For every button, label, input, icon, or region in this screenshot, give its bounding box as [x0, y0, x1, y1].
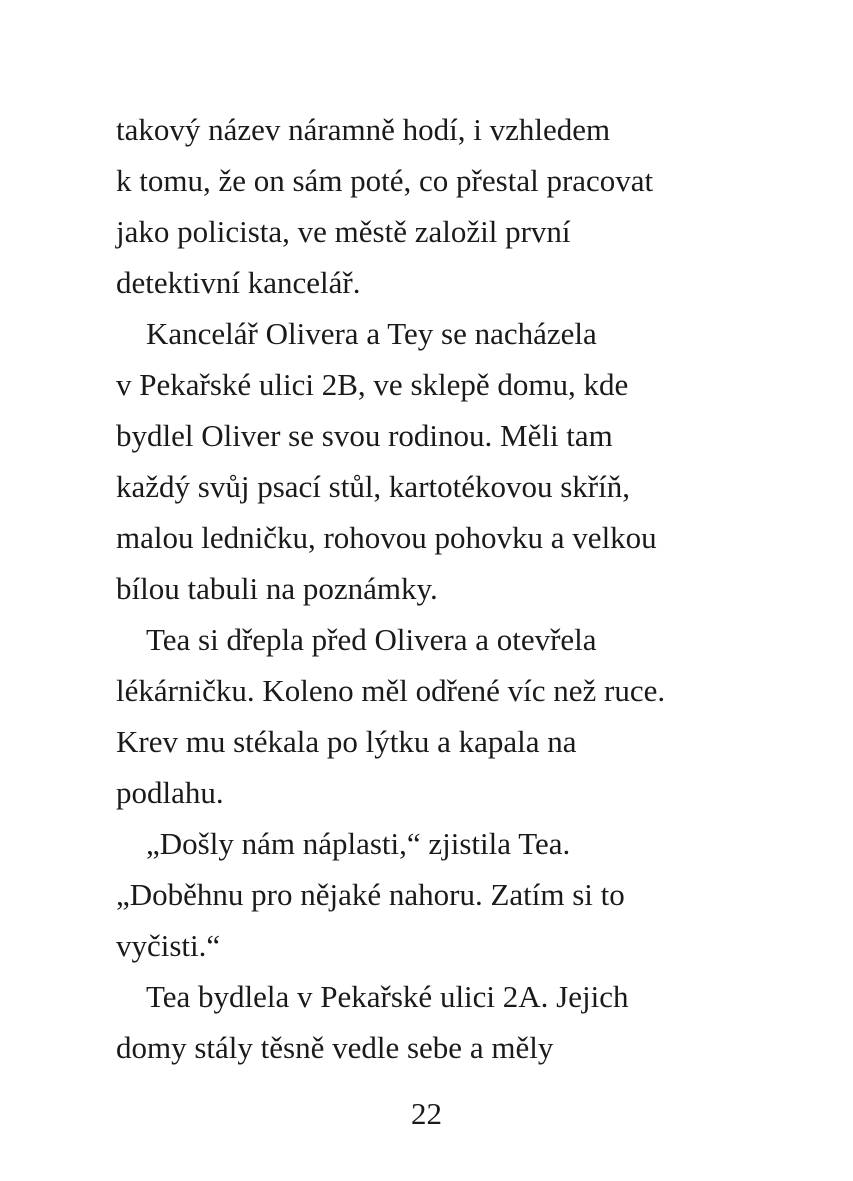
- text-line: bílou tabuli na poznámky.: [116, 571, 438, 606]
- text-line: jako policista, ve městě založil první: [116, 214, 571, 249]
- text-line: Krev mu stékala po lýtku a kapala na: [116, 724, 577, 759]
- text-line: Kancelář Olivera a Tey se nacházela: [146, 316, 597, 351]
- text-line: Tea bydlela v Pekařské ulici 2A. Jejich: [146, 979, 629, 1014]
- body-text: [116, 104, 756, 1073]
- text-line: podlahu.: [116, 775, 224, 810]
- text-line: lékárničku. Koleno měl odřené víc než ruce.: [116, 673, 666, 708]
- paragraph-4: [116, 818, 756, 971]
- text-line: malou ledničku, rohovou pohovku a velkou: [116, 520, 657, 555]
- paragraph-1: [116, 104, 756, 308]
- text-line: Tea si dřepla před Olivera a otevřela: [146, 622, 597, 657]
- page-number: 22: [411, 1096, 442, 1131]
- text-line: „Došly nám náplasti,“ zjistila Tea.: [146, 826, 571, 861]
- text-line: bydlel Oliver se svou rodinou. Měli tam: [116, 418, 613, 453]
- text-line: domy stály těsně vedle sebe a měly: [116, 1030, 554, 1065]
- text-line: „Doběhnu pro nějaké nahoru. Zatím si to: [116, 877, 625, 912]
- paragraph-3: [116, 614, 756, 818]
- paragraph-5: [116, 971, 756, 1073]
- text-line: takový název náramně hodí, i vzhledem: [116, 112, 611, 147]
- text-line: detektivní kancelář.: [116, 265, 361, 300]
- text-line: vyčisti.“: [116, 928, 221, 963]
- paragraph-2: [116, 308, 756, 614]
- text-line: k tomu, že on sám poté, co přestal pracovat: [116, 163, 654, 198]
- text-line: každý svůj psací stůl, kartotékovou skříň,: [116, 469, 630, 504]
- text-line: v Pekařské ulici 2B, ve sklepě domu, kde: [116, 367, 629, 402]
